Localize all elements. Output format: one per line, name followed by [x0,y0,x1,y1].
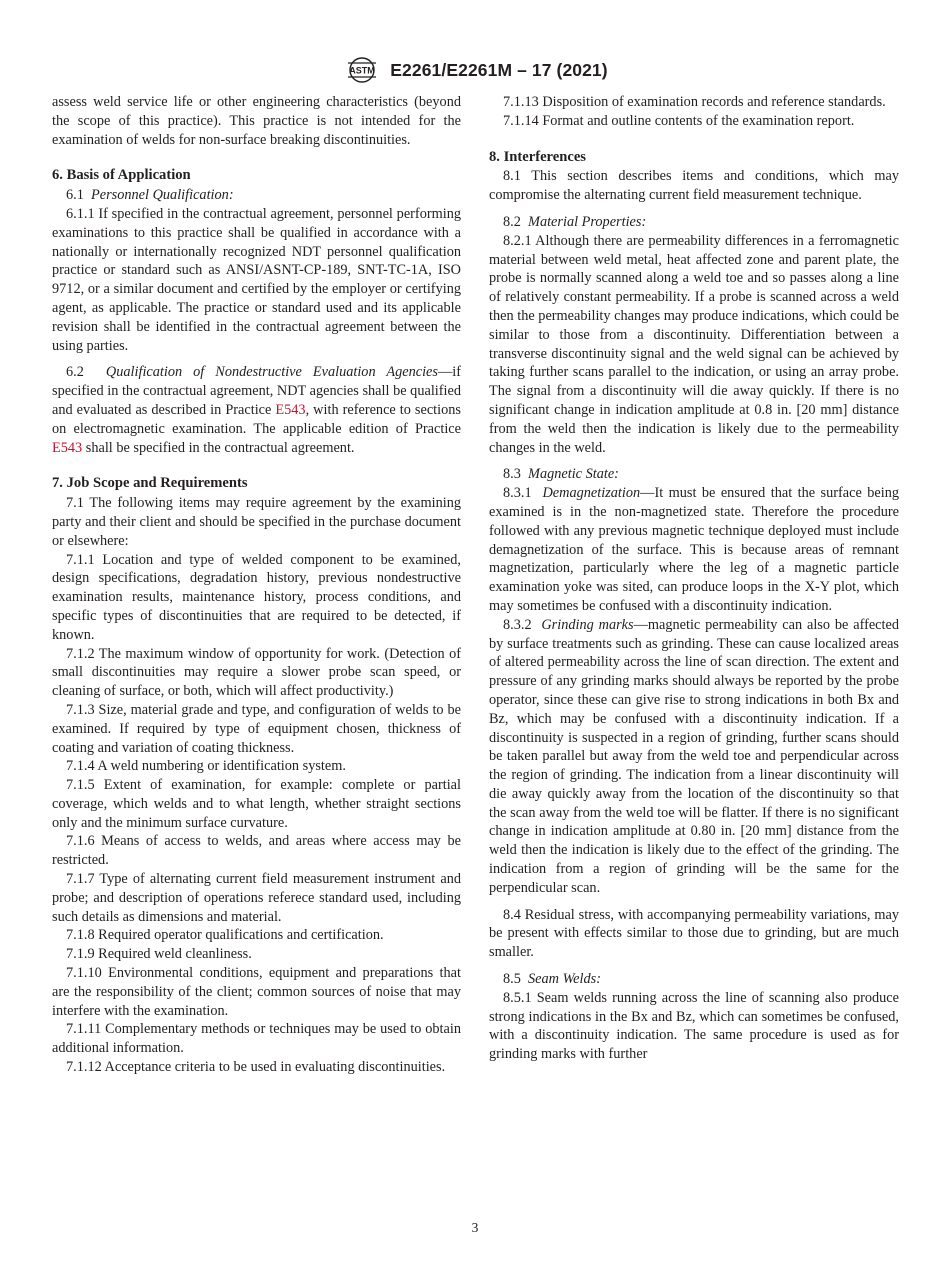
logo-text: ASTM [349,65,376,76]
right-column [489,93,899,1064]
paragraph-8-3: 8.3 Magnetic State: [503,466,619,483]
left-column [52,93,461,1077]
paragraph-7-1-7: 7.1.7 Type of alternating current field measurement instrument and probe; and description of operations referece standard used, including such details as dimensions and material. [52,871,461,925]
paragraph-6-1-1: 6.1.1 If specified in the contractual agreement, personnel performing examinations to this practice shall be qualified in accordance with a nationally or internationally recognized NDT personnel qualification practice or standard such as ANSI/ASNT-CP-189, SNT-TC-1A, ISO 9712, or a similar document and certified by the employer or certifying agent, as applicable. The practice or standard used and its applicable revision shall be identified in the contractual agreement between the using parties. [52,205,461,354]
paragraph-8-5-1: 8.5.1 Seam welds running across the line of scanning also produce strong indications in the Bx and Bz, which can sometimes be confused, with a discontinuity indication. The same procedure is used as for grinding marks with further [489,989,899,1063]
paragraph-8-5: 8.5 Seam Welds: [503,971,601,988]
paragraph-7-1-8: 7.1.8 Required operator qualifications and certification. [66,927,384,944]
paragraph-8-2-1: 8.2.1 Although there are permeability differences in a ferromagnetic material between weld metal, heat affected zone and parent plate, the probe is normally scanned along a weld toe and so passes along a line of relatively constant permeability. If a probe is scanned across a weld then the permeability changes may produce indications, which could be similar to those from a discontinuity. Differentiation between a transverse discontinuity signal and the weld signal can be achieved by taking further scans parallel to the indication, or using an array probe. The signal from a discontinuity will die away quickly. If there is no significant change in indication amplitude at 0.8 in. [20 mm] distance from the weld then the indication is likely due to the permeability changes in the weld. [489,232,899,456]
paragraph-7-1-6: 7.1.6 Means of access to welds, and areas where access may be restricted. [52,833,461,869]
paragraph-7-1-13: 7.1.13 Disposition of examination records and reference standards. [503,94,886,110]
paragraph-7-1: 7.1 The following items may require agreement by the examining party and their client and should be specified in the purchase document or elsewhere: [52,495,461,549]
paragraph-7-1-4: 7.1.4 A weld numbering or identification system. [66,758,346,775]
section-6-heading: 6. Basis of Application [52,167,191,184]
paragraph-8-2: 8.2 Material Properties: [503,213,647,230]
paragraph-7-1-3: 7.1.3 Size, material grade and type, and configuration of welds to be examined. If required by type of equipment chosen, thickness of coating and variation of coating thickness. [52,701,461,756]
paragraph-7-1-2: 7.1.2 The maximum window of opportunity for work. (Detection of small discontinuities may require a slower probe scan speed, or cleaning of surface, or both, which will affect productivity.) [52,645,461,700]
paragraph-8-3-1: 8.3.1 Demagnetization—It must be ensured that the surface being examined is in the non-magnetized state. Therefore the procedure followed with any previous magnetic technique deployed must include demagnetization of the surface. This is because areas of remnant magnetization, particularly where the leg of a magnetic particle examination yoke was sited, can produce loops in the X-Y plot, which may sometimes be confused with a discontinuity indication. [489,485,899,614]
document-designation: E2261/E2261M – 17 (2021) [390,59,608,80]
astm-logo-icon [342,57,382,83]
paragraph-continuation: assess weld service life or other engineering characteristics (beyond the scope of this practice). This practice is not intended for the examination of welds for non-surface breaking discontinuities. [52,94,461,148]
page-header [0,56,950,84]
paragraph-8-3-2: 8.3.2 Grinding marks—magnetic permeability can also be affected by surface treatments such as grinding. These can cause localized areas of altered permeability across the line of scan direction. The extent and pressure of any grinding marks should always be reported by the probe operator, since these can give rise to strong indications in both Bx and Bz, which may be confused with a discontinuity indication. If a discontinuity is suspected in a region of grinding, further scans should be taken parallel but away from the weld toe and perpendicular across the region of grinding. The indication from a linear discontinuity will die away quickly away from the location of the discontinuity so that the scan away from the weld toe will be flatter. If there is no significant change in indication amplitude at 0.80 in. [20 mm] distance from the weld then the indication is likely due to the effect of the grinding. The indication from a region of grinding will be the same for the perpendicular scan. [489,616,899,896]
paragraph-6-2: 6.2 Qualification of Nondestructive Evaluation Agencies—if specified in the contractual agreement, NDT agencies shall be qualified and evaluated as described in Practice E543, with reference to sections on electromagnetic examination. The applicable edition of Practice E543 shall be specified in the contractual agreement. [52,364,461,456]
paragraph-8-1: 8.1 This section describes items and conditions, which may compromise the alternating current field measurement technique. [489,168,899,204]
paragraph-8-4: 8.4 Residual stress, with accompanying permeability variations, may be present with effects similar to those due to grinding, but are much smaller. [489,906,899,961]
page-number: 3 [471,1220,479,1235]
section-7-heading: 7. Job Scope and Requirements [52,475,248,492]
section-8-heading: 8. Interferences [489,148,586,165]
paragraph-7-1-9: 7.1.9 Required weld cleanliness. [66,946,252,963]
paragraph-7-1-5: 7.1.5 Extent of examination, for example: complete or partial coverage, which welds and to what length, whether straight sections only and the minimum surface curvature. [52,777,461,831]
paragraph-7-1-14: 7.1.14 Format and outline contents of the examination report. [503,112,855,129]
e543-link[interactable]: E543 [52,439,83,456]
paragraph-6-1: 6.1 Personnel Qualification: [66,187,234,204]
paragraph-7-1-10: 7.1.10 Environmental conditions, equipment and preparations that are the responsibility of the client; common sources of noise that may interfere with the examination. [52,965,461,1019]
paragraph-7-1-12: 7.1.12 Acceptance criteria to be used in evaluating discontinuities. [66,1059,446,1076]
paragraph-7-1-11: 7.1.11 Complementary methods or techniques may be used to obtain additional information. [52,1021,461,1057]
e543-link[interactable]: E543 [275,401,306,418]
paragraph-7-1-1: 7.1.1 Location and type of welded component to be examined, design specifications, degradation history, previous nondestructive examination results, maintenance history, process conditions, and specific types of discontinuities that are required to be detected, if known. [52,551,461,643]
